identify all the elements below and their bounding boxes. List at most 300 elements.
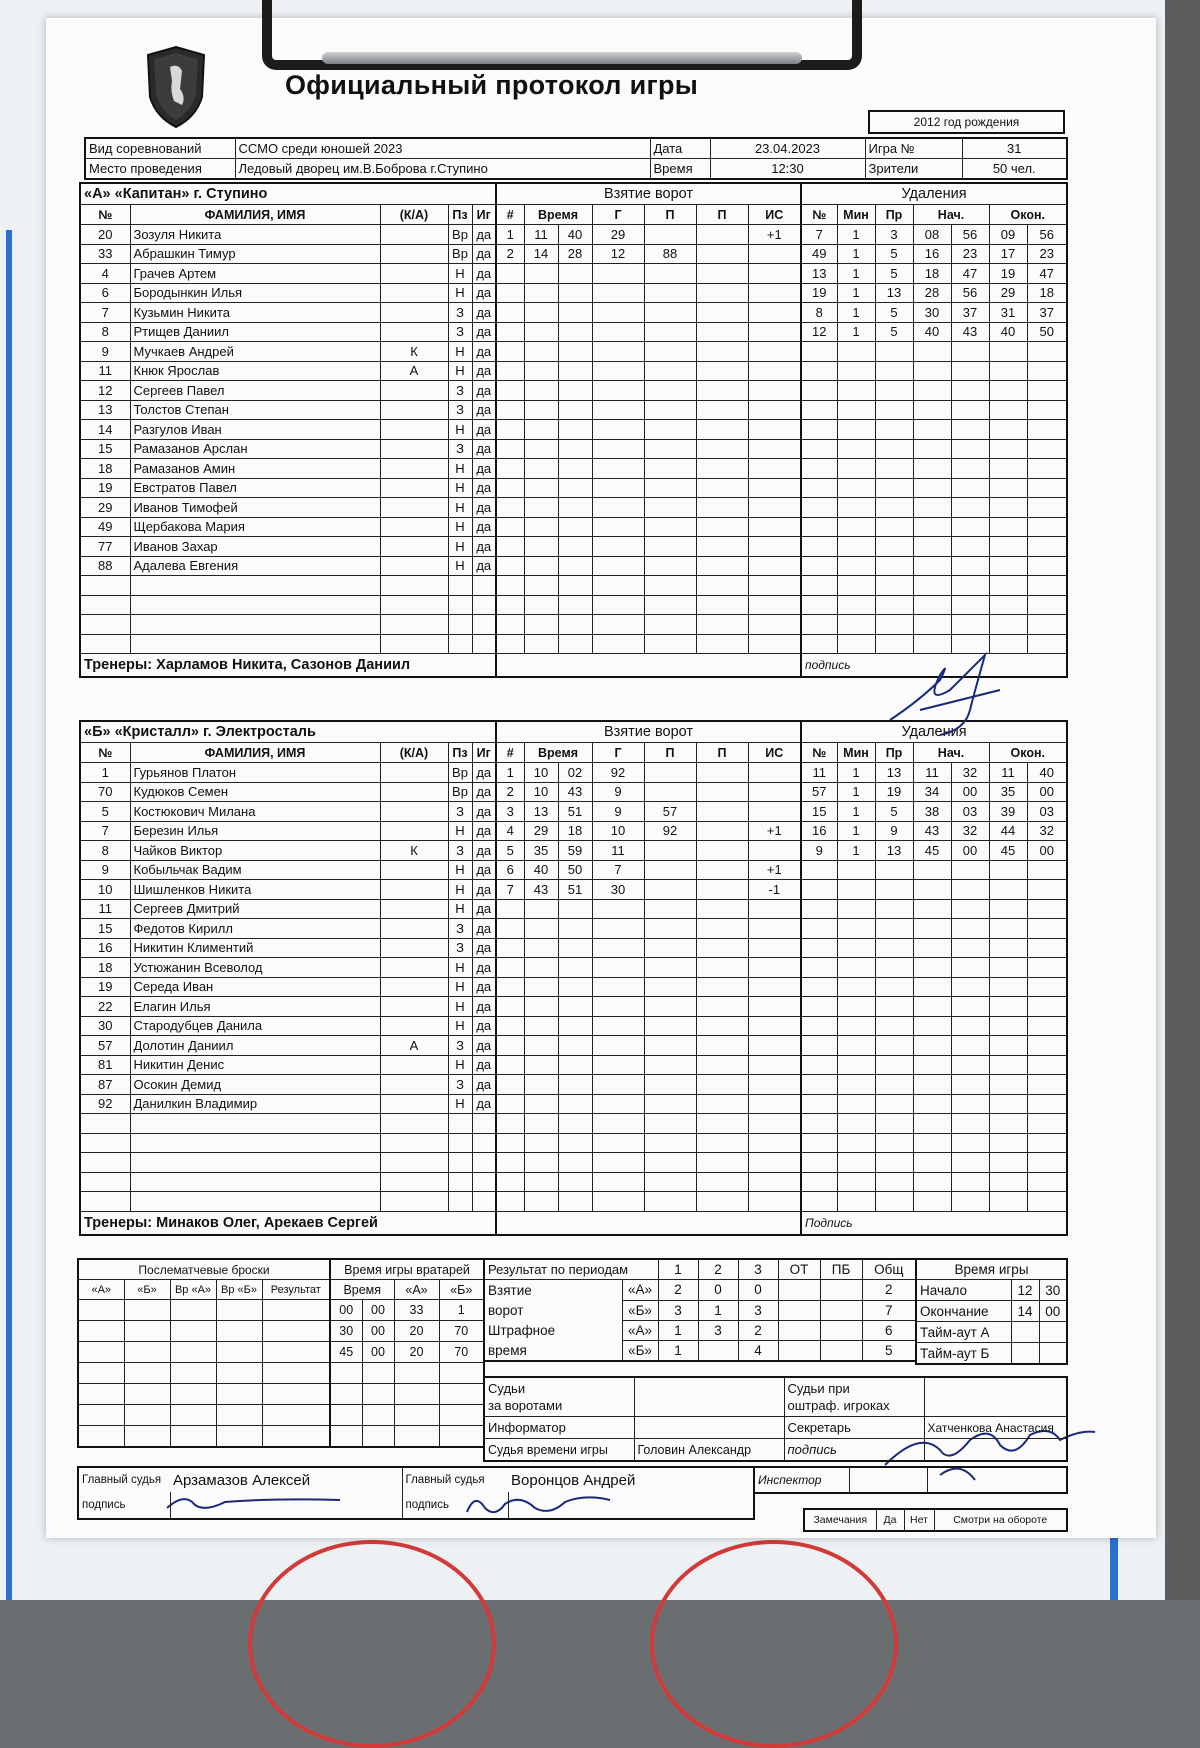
goal-row [496, 498, 801, 518]
player-position: Н [448, 498, 472, 518]
period-row [484, 1280, 916, 1301]
penalty-end-sec: 32 [1027, 821, 1067, 841]
penalty-row [801, 1075, 1067, 1095]
empty-cell [837, 1114, 875, 1134]
empty-cell [644, 303, 696, 323]
penalty-row [801, 1055, 1067, 1075]
goal-row [496, 517, 801, 537]
penalty-row [801, 821, 1067, 841]
col-a: «А» [394, 1280, 439, 1300]
empty-cell [951, 517, 989, 537]
empty-cell [1027, 576, 1067, 596]
empty-cell [524, 576, 558, 596]
empty-cell [989, 997, 1027, 1017]
empty-cell [524, 899, 558, 919]
table-row [80, 821, 496, 841]
player-role [380, 860, 448, 880]
goalie-row [330, 1300, 484, 1321]
period-value [778, 1320, 820, 1340]
empty-cell [130, 1172, 380, 1192]
goal-scorer: 9 [592, 802, 644, 822]
empty-cell [644, 439, 696, 459]
player-number: 22 [80, 997, 130, 1017]
empty-cell [472, 1153, 496, 1173]
empty-cell [130, 615, 380, 635]
empty-cell [508, 1492, 754, 1519]
empty-cell [875, 1036, 913, 1056]
empty-cell [330, 1384, 362, 1405]
player-position: З [448, 938, 472, 958]
empty-cell [592, 322, 644, 342]
player-role [380, 880, 448, 900]
player-name: Зозуля Никита [130, 225, 380, 245]
empty-cell [951, 1133, 989, 1153]
empty-cell [837, 498, 875, 518]
empty-cell [524, 1075, 558, 1095]
empty-cell [380, 576, 448, 596]
empty-cell [924, 1377, 1067, 1417]
goalie-value: 00 [330, 1300, 362, 1321]
player-played: да [472, 880, 496, 900]
player-number: 16 [80, 938, 130, 958]
table-row [80, 919, 496, 939]
player-name: Кобыльчак Вадим [130, 860, 380, 880]
period-value [820, 1320, 862, 1340]
goal-minute: 10 [524, 763, 558, 783]
player-number: 8 [80, 322, 130, 342]
yes-label: Да [876, 1509, 904, 1531]
empty-cell [875, 439, 913, 459]
empty-cell [951, 361, 989, 381]
empty-cell [644, 1016, 696, 1036]
empty-cell [951, 1153, 989, 1173]
empty-cell [524, 1016, 558, 1036]
goalie-row [330, 1426, 484, 1448]
empty-cell [592, 938, 644, 958]
penalty-row [801, 919, 1067, 939]
empty-cell [748, 264, 801, 284]
empty-cell [913, 1172, 951, 1192]
goal-assist-1 [644, 782, 696, 802]
penalty-end-min: 11 [989, 763, 1027, 783]
empty-cell [696, 977, 748, 997]
table-row [80, 225, 496, 245]
player-number: 7 [80, 821, 130, 841]
empty-cell [496, 595, 524, 615]
col-time: Время [524, 205, 592, 225]
empty-cell [448, 1172, 472, 1192]
empty-cell [524, 1153, 558, 1173]
empty-cell [130, 1153, 380, 1173]
penalties-header: Удаления [801, 721, 1067, 743]
empty-cell [801, 997, 837, 1017]
player-role: А [380, 1036, 448, 1056]
empty-cell [837, 1055, 875, 1075]
empty-cell [592, 977, 644, 997]
period-value [778, 1280, 820, 1301]
player-name: Сергеев Павел [130, 381, 380, 401]
empty-cell [748, 1016, 801, 1036]
main-ref-label: Главный судья [78, 1467, 170, 1492]
empty-cell [524, 361, 558, 381]
shootout-col: Результат [262, 1280, 330, 1300]
empty-cell [558, 498, 592, 518]
player-name: Иванов Тимофей [130, 498, 380, 518]
penalty-player: 8 [801, 303, 837, 323]
empty-cell [875, 595, 913, 615]
goalie-value: 30 [330, 1321, 362, 1342]
goalie-time-table [329, 1258, 485, 1448]
goalie-time-header: Время игры вратарей [330, 1259, 484, 1280]
empty-cell [837, 342, 875, 362]
penalty-start-sec: 00 [951, 782, 989, 802]
empty-cell [913, 1153, 951, 1173]
empty-cell [592, 1055, 644, 1075]
player-role [380, 1094, 448, 1114]
empty-cell [592, 1075, 644, 1095]
penalty-player: 49 [801, 244, 837, 264]
empty-cell [951, 615, 989, 635]
player-position: З [448, 439, 472, 459]
player-position: З [448, 1036, 472, 1056]
empty-cell [216, 1405, 262, 1426]
empty-cell [748, 283, 801, 303]
empty-cell [380, 1192, 448, 1212]
end-hour: 14 [1011, 1301, 1039, 1322]
penalty-row [801, 1094, 1067, 1114]
empty-cell [170, 1363, 216, 1384]
empty-cell [592, 1114, 644, 1134]
goal-second: 50 [558, 860, 592, 880]
table-row [80, 763, 496, 783]
penalty-row [801, 1172, 1067, 1192]
goalie-value: 20 [394, 1321, 439, 1342]
empty-cell [1027, 615, 1067, 635]
empty-cell [951, 977, 989, 997]
empty-cell [837, 478, 875, 498]
empty-cell [696, 938, 748, 958]
player-position: Н [448, 556, 472, 576]
empty-cell [634, 1417, 784, 1439]
empty-cell [592, 919, 644, 939]
team-tag: «А» [622, 1280, 658, 1301]
empty-cell [496, 264, 524, 284]
goal-row [496, 841, 801, 861]
empty-cell [748, 400, 801, 420]
col-end: Окон. [989, 743, 1067, 763]
goal-row [496, 958, 801, 978]
empty-cell [170, 1300, 216, 1321]
table-row [80, 1075, 496, 1095]
spectators-value: 50 чел. [962, 159, 1067, 180]
empty-cell [748, 303, 801, 323]
empty-cell [913, 899, 951, 919]
player-role [380, 517, 448, 537]
empty-cell [913, 997, 951, 1017]
player-role [380, 537, 448, 557]
empty-cell [989, 556, 1027, 576]
empty-cell [989, 1153, 1027, 1173]
empty-cell [80, 576, 130, 596]
player-position: Н [448, 478, 472, 498]
table-row [80, 782, 496, 802]
empty-cell [496, 1153, 524, 1173]
empty-cell [644, 634, 696, 654]
goal-number: 6 [496, 860, 524, 880]
penalty-end-min: 39 [989, 802, 1027, 822]
informer-label: Информатор [484, 1417, 634, 1439]
empty-cell [951, 1055, 989, 1075]
empty-cell [496, 997, 524, 1017]
empty-cell [875, 517, 913, 537]
empty-cell [644, 1153, 696, 1173]
penalty-minutes: 1 [837, 303, 875, 323]
empty-cell [875, 1075, 913, 1095]
penalty-judges-label-2: оштраф. игроках [787, 1398, 890, 1413]
period-row [484, 1320, 916, 1340]
empty-cell [644, 498, 696, 518]
table-row [80, 841, 496, 861]
empty-cell [262, 1426, 330, 1448]
penalty-start-sec: 56 [951, 225, 989, 245]
player-number: 7 [80, 303, 130, 323]
period-value: 2 [738, 1320, 778, 1340]
player-number: 88 [80, 556, 130, 576]
player-name: Березин Илья [130, 821, 380, 841]
penalty-reason: 19 [875, 782, 913, 802]
empty-cell [448, 1192, 472, 1212]
empty-cell [380, 615, 448, 635]
empty-cell [394, 1405, 439, 1426]
penalty-start-sec: 00 [951, 841, 989, 861]
empty-cell [496, 1172, 524, 1192]
empty-cell [472, 1192, 496, 1212]
player-played: да [472, 459, 496, 479]
empty-cell [262, 1363, 330, 1384]
col-hash: # [496, 205, 524, 225]
empty-cell [989, 860, 1027, 880]
empty-cell [592, 1016, 644, 1036]
empty-cell [696, 439, 748, 459]
empty-cell [875, 860, 913, 880]
player-name: Гурьянов Платон [130, 763, 380, 783]
empty-cell [875, 1172, 913, 1192]
empty-cell [558, 439, 592, 459]
empty-cell [558, 1055, 592, 1075]
player-number: 18 [80, 958, 130, 978]
empty-cell [524, 919, 558, 939]
period-value: 0 [738, 1280, 778, 1301]
period-value: 4 [738, 1340, 778, 1361]
player-played: да [472, 361, 496, 381]
penalty-row [801, 498, 1067, 518]
empty-cell [801, 478, 837, 498]
empty-cell [524, 517, 558, 537]
goal-row [496, 977, 801, 997]
penalty-minutes: 1 [837, 802, 875, 822]
empty-cell [913, 860, 951, 880]
player-played: да [472, 841, 496, 861]
empty-cell [801, 1192, 837, 1212]
empty-cell [558, 595, 592, 615]
empty-cell [837, 361, 875, 381]
player-position: Н [448, 1055, 472, 1075]
goal-minute: 40 [524, 860, 558, 880]
empty-cell [801, 420, 837, 440]
penalty-end-sec: 40 [1027, 763, 1067, 783]
empty-cell [951, 400, 989, 420]
empty-cell [592, 634, 644, 654]
period-value: 1 [698, 1300, 738, 1320]
goal-strength: -1 [748, 880, 801, 900]
empty-cell [696, 537, 748, 557]
empty-cell [748, 439, 801, 459]
empty-cell [380, 1153, 448, 1173]
empty-cell [558, 342, 592, 362]
empty-cell [989, 938, 1027, 958]
player-played: да [472, 264, 496, 284]
empty-cell [696, 361, 748, 381]
table-row [80, 381, 496, 401]
empty-cell [496, 556, 524, 576]
player-name: Разгулов Иван [130, 420, 380, 440]
player-role [380, 244, 448, 264]
penalty-row [801, 420, 1067, 440]
empty-cell [644, 958, 696, 978]
empty-cell [951, 958, 989, 978]
empty-cell [644, 1075, 696, 1095]
player-played: да [472, 322, 496, 342]
player-number: 15 [80, 919, 130, 939]
row-label: Штрафное [484, 1320, 622, 1340]
penalty-start-sec: 32 [951, 821, 989, 841]
penalty-row [801, 763, 1067, 783]
empty-cell [558, 264, 592, 284]
player-number: 77 [80, 537, 130, 557]
empty-cell [913, 576, 951, 596]
empty-cell [837, 1036, 875, 1056]
player-name: Данилкин Владимир [130, 1094, 380, 1114]
col-assist1: П [644, 743, 696, 763]
player-position: З [448, 322, 472, 342]
goal-row [496, 634, 801, 654]
empty-cell [696, 1133, 748, 1153]
player-role [380, 556, 448, 576]
empty-cell [989, 1094, 1027, 1114]
player-number: 6 [80, 283, 130, 303]
empty-cell [394, 1384, 439, 1405]
empty-cell [989, 1192, 1027, 1212]
empty-cell [748, 459, 801, 479]
empty-cell [644, 322, 696, 342]
empty-cell [80, 1172, 130, 1192]
player-played: да [472, 821, 496, 841]
empty-cell [748, 958, 801, 978]
player-number: 1 [80, 763, 130, 783]
penalty-end-sec: 03 [1027, 802, 1067, 822]
game-info-table [84, 137, 1068, 180]
venue-value: Ледовый дворец им.В.Боброва г.Ступино [235, 159, 650, 180]
empty-cell [696, 381, 748, 401]
empty-cell [78, 1384, 124, 1405]
coaches: Тренеры: Минаков Олег, Арекаев Сергей [80, 1211, 496, 1235]
empty-cell [262, 1321, 330, 1342]
penalty-row [801, 303, 1067, 323]
empty-cell [496, 303, 524, 323]
empty-cell [496, 1055, 524, 1075]
penalty-row [801, 938, 1067, 958]
empty-cell [989, 459, 1027, 479]
empty-cell [170, 1426, 216, 1448]
goalie-value: 70 [439, 1342, 484, 1363]
player-played: да [472, 225, 496, 245]
player-position: Н [448, 459, 472, 479]
player-number: 14 [80, 420, 130, 440]
player-number: 9 [80, 860, 130, 880]
empty-cell [989, 1016, 1027, 1036]
goal-second: 51 [558, 802, 592, 822]
empty-cell [558, 576, 592, 596]
empty-cell [748, 517, 801, 537]
empty-cell [875, 615, 913, 635]
empty-cell [696, 303, 748, 323]
player-number: 70 [80, 782, 130, 802]
empty-cell [472, 615, 496, 635]
goal-row [496, 763, 801, 783]
penalty-reason: 13 [875, 763, 913, 783]
inspector-label: Инспектор [754, 1467, 849, 1493]
empty-cell [1027, 556, 1067, 576]
goal-minute: 13 [524, 802, 558, 822]
game-time-table [915, 1258, 1068, 1365]
empty-cell [1027, 997, 1067, 1017]
goal-strength [748, 244, 801, 264]
empty-cell [592, 459, 644, 479]
empty-cell [524, 615, 558, 635]
empty-cell [524, 595, 558, 615]
empty-cell [849, 1467, 927, 1493]
empty-cell [558, 400, 592, 420]
penalty-row [801, 283, 1067, 303]
signature-team-a [880, 650, 1010, 740]
empty-cell [644, 615, 696, 635]
empty-cell [524, 439, 558, 459]
empty-cell [748, 1075, 801, 1095]
empty-cell [592, 361, 644, 381]
shootout-col: Вр «А» [170, 1280, 216, 1300]
signature-label: подпись [801, 654, 1067, 678]
period-value: 1 [658, 1340, 698, 1361]
empty-cell [748, 1192, 801, 1212]
rink-blue-line [6, 230, 12, 1600]
empty-cell [875, 997, 913, 1017]
player-played: да [472, 478, 496, 498]
empty-cell [989, 420, 1027, 440]
period-value: 0 [698, 1280, 738, 1301]
penalty-row [801, 439, 1067, 459]
empty-cell [644, 576, 696, 596]
empty-cell [558, 420, 592, 440]
empty-cell [696, 958, 748, 978]
empty-cell [837, 899, 875, 919]
goal-assist-1: 88 [644, 244, 696, 264]
table-row [80, 576, 496, 596]
empty-cell [592, 615, 644, 635]
empty-cell [913, 1114, 951, 1134]
empty-cell [496, 400, 524, 420]
goal-judges-label-1: Судьи [488, 1381, 526, 1396]
empty-cell [748, 1055, 801, 1075]
